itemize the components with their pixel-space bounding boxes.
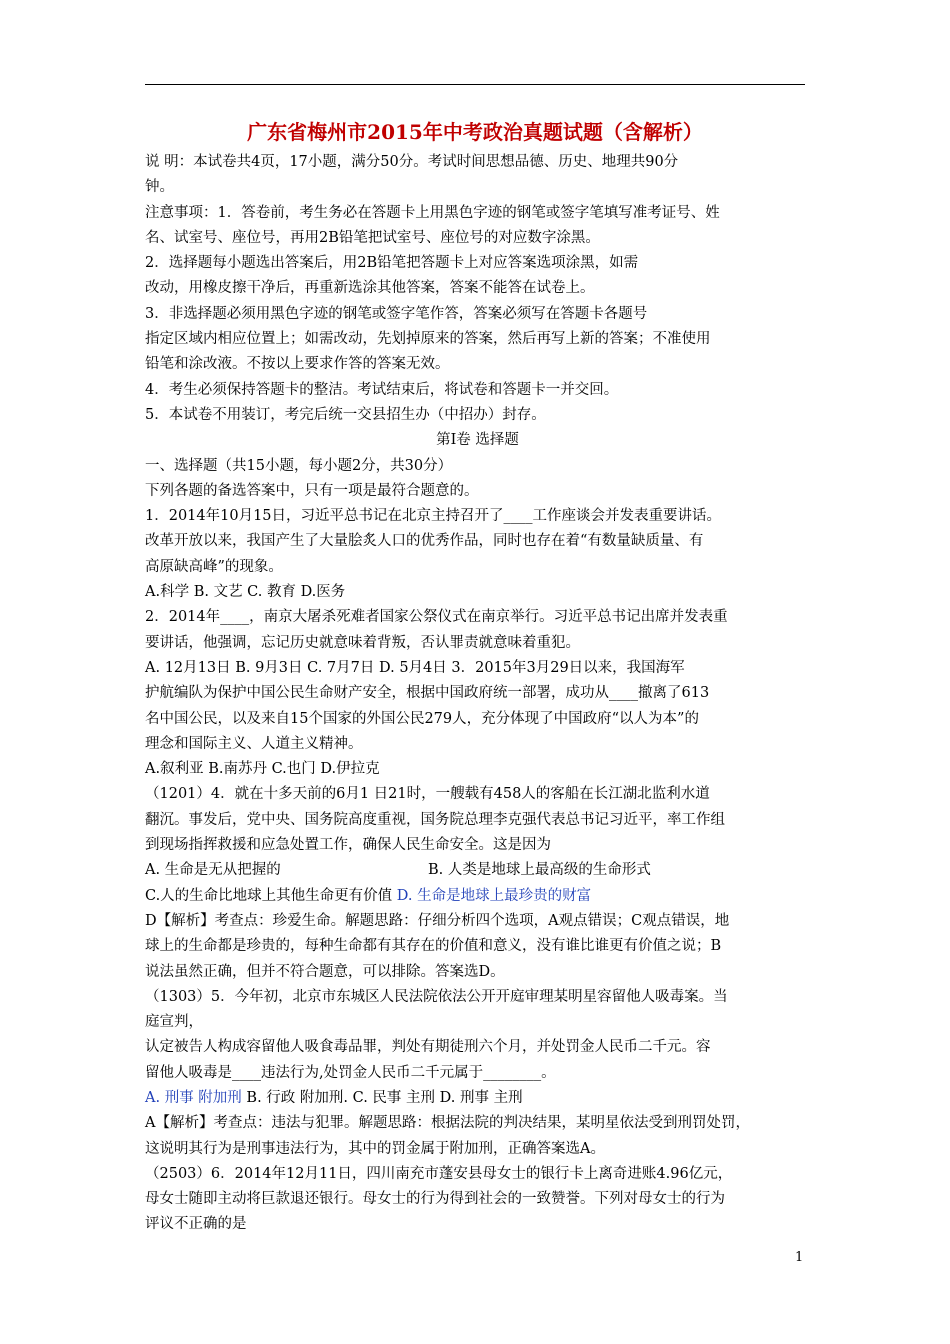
question-6-line: 评议不正确的是 bbox=[145, 1216, 247, 1233]
intro-line: 钟。 bbox=[145, 179, 174, 196]
question-4-analysis: 说法虽然正确，但并不符合题意，可以排除。答案选D。 bbox=[145, 963, 505, 980]
question-5-line: （1303）5．今年初，北京市东城区人民法院依法公开开庭审理某明星容留他人吸毒案。当 bbox=[145, 988, 728, 1005]
question-4-line: （1201）4．就在十多天前的6月1 日21时，一艘载有458人的客船在长江湖北监利水道 bbox=[145, 786, 710, 803]
question-4-analysis: D【解析】考查点：珍爱生命。解题思路：仔细分析四个选项，A观点错误；C观点错误，地 bbox=[145, 912, 730, 929]
intro-line: 指定区域内相应位置上；如需改动，先划掉原来的答案，然后再写上新的答案；不准使用 bbox=[145, 331, 711, 348]
intro-line: 5．本试卷不用装订，考完后统一交县招生办（中招办）封存。 bbox=[145, 406, 546, 423]
question-6-line: 母女士随即主动将巨款退还银行。母女士的行为得到社会的一致赞誉。下列对母女士的行为 bbox=[145, 1191, 725, 1208]
document-title: 广东省梅州市2015年中考政治真题试题（含解析） bbox=[247, 120, 703, 144]
option-c: C.人的生命比地球上其他生命更有价值 bbox=[145, 887, 393, 904]
question-1-line: 改革开放以来，我国产生了大量脍炙人口的优秀作品，同时也存在着“有数量缺质量、有 bbox=[145, 533, 704, 550]
intro-line: 铅笔和涂改液。不按以上要求作答的答案无效。 bbox=[145, 356, 450, 373]
question-5-analysis: A【解析】考查点：违法与犯罪。解题思路：根据法院的判决结果，某明星依法受到刑罚处罚， bbox=[145, 1115, 750, 1132]
question-5-line: 庭宣判， bbox=[145, 1014, 203, 1031]
intro-line: 说 明：本试卷共4页，17小题，满分50分。考试时间思想品德、历史、地理共90分 bbox=[145, 154, 679, 170]
question-4-line: 翻沉。事发后，党中央、国务院高度重视，国务院总理李克强代表总书记习近平，率工作组 bbox=[145, 811, 725, 828]
intro-line: 2．选择题每小题选出答案后，用2B铅笔把答题卡上对应答案选项涂黑，如需 bbox=[145, 255, 639, 272]
intro-line: 4．考生必须保持答题卡的整洁。考试结束后，将试卷和答题卡一并交回。 bbox=[145, 381, 619, 398]
question-5-options bbox=[145, 1086, 810, 1111]
question-3-options: A.叙利亚 B.南苏丹 C.也门 D.伊拉克 bbox=[145, 761, 380, 778]
question-1-line: 1．2014年10月15日，习近平总书记在北京主持召开了____工作座谈会并发表重要讲话。 bbox=[145, 508, 722, 525]
option-a: A. 生命是无从把握的 bbox=[145, 862, 281, 879]
option-b: B. 人类是地球上最高级的生命形式 bbox=[428, 862, 651, 879]
part-heading: 一、选择题（共15小题，每小题2分，共30分） bbox=[145, 457, 453, 474]
intro-line: 3．非选择题必须用黑色字迹的钢笔或签字笔作答，答案必须写在答题卡各题号 bbox=[145, 305, 648, 322]
question-4-analysis: 球上的生命都是珍贵的，每种生命都有其存在的价值和意义，没有谁比谁更有价值之说；B bbox=[145, 938, 722, 955]
question-1-line: 高原缺高峰”的现象。 bbox=[145, 558, 283, 575]
page-number: 1 bbox=[795, 1250, 804, 1265]
section-heading: 第Ⅰ卷 选择题 bbox=[436, 432, 519, 449]
question-4-options-cd bbox=[145, 884, 810, 909]
question-4-options-ab bbox=[145, 858, 810, 883]
question-6-line: （2503）6．2014年12月11日，四川南充市蓬安县母女士的银行卡上离奇进账4.96亿元， bbox=[145, 1165, 733, 1182]
question-3-line: 名中国公民，以及来自15个国家的外国公民279人，充分体现了中国政府“以人为本”的 bbox=[145, 710, 699, 727]
part-instruction: 下列各题的备选答案中，只有一项是最符合题意的。 bbox=[145, 482, 479, 499]
question-2-line: 2．2014年____，南京大屠杀死难者国家公祭仪式在南京举行。习近平总书记出席并发表重 bbox=[145, 609, 728, 626]
intro-line: 注意事项：1．答卷前，考生务必在答题卡上用黑色字迹的钢笔或签字笔填写准考证号、姓 bbox=[145, 204, 720, 221]
question-1-options: A.科学 B. 文艺 C. 教育 D.医务 bbox=[145, 584, 346, 601]
question-5-line: 认定被告人构成容留他人吸食毒品罪，判处有期徒刑六个月，并处罚金人民币二千元。容 bbox=[145, 1039, 711, 1056]
question-2-options: A. 12月13日 B. 9月3日 C. 7月7日 D. 5月4日 3．2015年3月29日以来，我国海军 bbox=[145, 659, 685, 676]
question-2-line: 要讲话，他强调，忘记历史就意味着背叛，否认罪责就意味着重犯。 bbox=[145, 634, 580, 651]
options-bcd: B. 行政 附加刑. C. 民事 主刑 D. 刑事 主刑 bbox=[241, 1089, 523, 1106]
intro-line: 改动，用橡皮擦干净后，再重新选涂其他答案，答案不能答在试卷上。 bbox=[145, 280, 595, 297]
header-rule bbox=[145, 84, 805, 85]
document-body bbox=[145, 150, 810, 1238]
question-3-line: 理念和国际主义、人道主义精神。 bbox=[145, 735, 363, 752]
question-4-line: 到现场指挥救援和应急处置工作，确保人民生命安全。这是因为 bbox=[145, 837, 551, 854]
question-5-analysis: 这说明其行为是刑事违法行为，其中的罚金属于附加刑，正确答案选A。 bbox=[145, 1140, 605, 1157]
question-5-line: 留他人吸毒是____违法行为,处罚金人民币二千元属于________。 bbox=[145, 1064, 556, 1081]
option-d-answer: D. 生命是地球上最珍贵的财富 bbox=[396, 887, 592, 904]
intro-line: 名、试室号、座位号，再用2B铅笔把试室号、座位号的对应数字涂黑。 bbox=[145, 229, 600, 246]
option-a-answer: A. 刑事 附加刑 bbox=[145, 1089, 242, 1106]
question-3-line: 护航编队为保护中国公民生命财产安全，根据中国政府统一部署，成功从____撤离了613 bbox=[145, 685, 710, 702]
